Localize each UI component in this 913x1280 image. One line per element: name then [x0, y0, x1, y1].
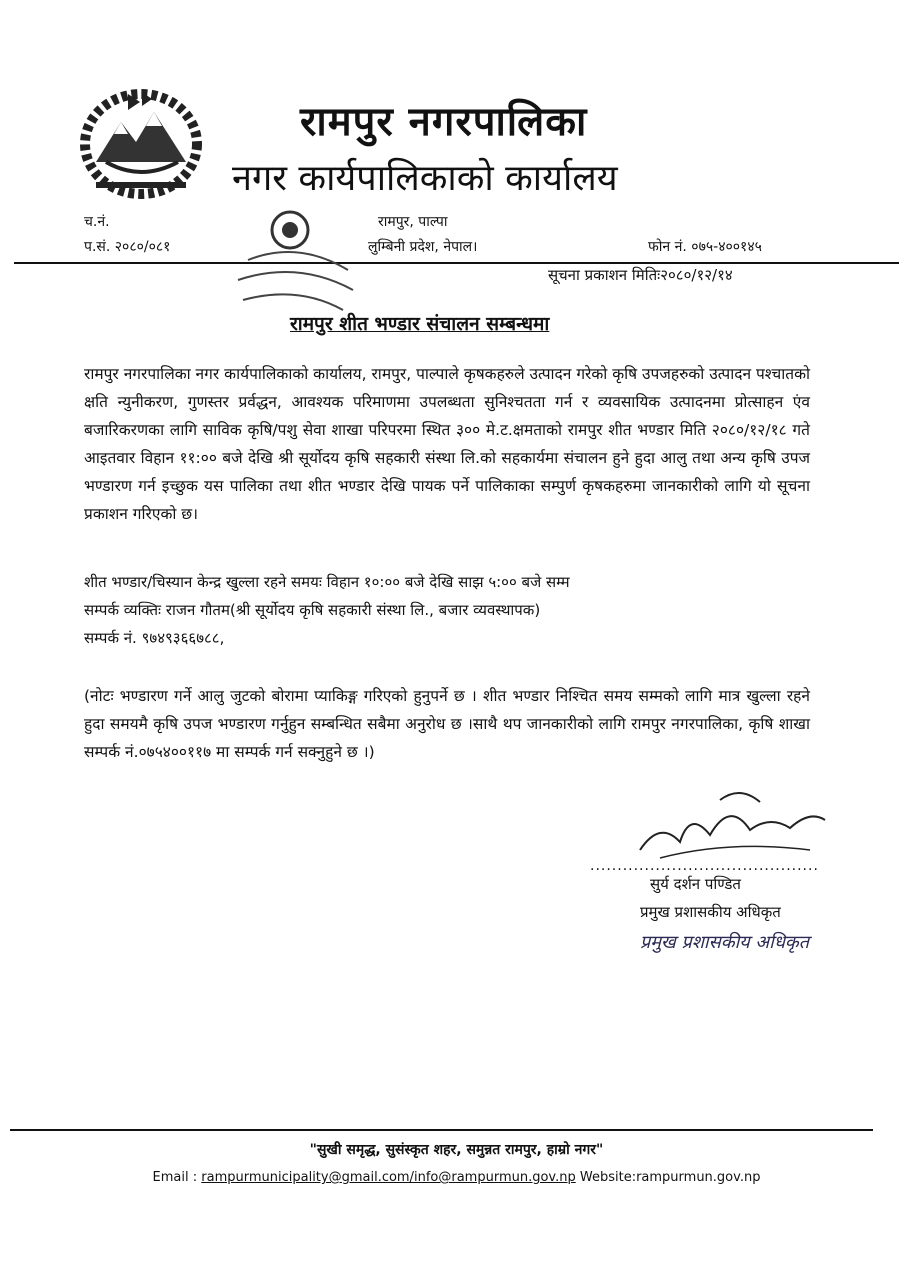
operating-hours: शीत भण्डार/चिस्यान केन्द्र खुल्ला रहने समयः विहान १०:०० बजे देखि साझ ५:०० बजे सम्म	[84, 573, 570, 591]
address-line1: रामपुर, पाल्पा	[378, 214, 448, 230]
notice-note: (नोटः भण्डारण गर्ने आलु जुटको बोरामा प्याकिङ्ग गरिएको हुनुपर्ने छ । शीत भण्डार निश्चित समय सम्मको लागि मात्र खुल्ला रहने हुदा समयमै कृषि उपज भण्डारण गर्नुहुन सम्बन्धित सबैमा अनुरोध छ ।साथै थप जानकारीको लागि रामपुर नगरपालिका, कृषि शाखा सम्पर्क नं.०७५४००११७ मा सम्पर्क गर्न सक्नुहुने छ ।)	[84, 687, 810, 761]
contact-person: सम्पर्क व्यक्तिः राजन गौतम(श्री सूर्योदय कृषि सहकारी संस्था लि., बजार व्यवस्थापक)	[84, 601, 541, 619]
phone-number: फोन नं. ०७५-४००१४५	[648, 239, 762, 255]
office-name: नगर कार्यपालिकाको कार्यालय	[232, 158, 618, 199]
address-line2: लुम्बिनी प्रदेश, नेपाल।	[368, 239, 478, 255]
municipality-name: रामपुर नगरपालिका	[300, 99, 588, 145]
signatory-name: सुर्य दर्शन पण्डित	[650, 875, 741, 893]
signature-line: ..........................................	[590, 858, 819, 874]
header-divider	[14, 262, 899, 264]
signatory-title: प्रमुख प्रशासकीय अधिकृत	[640, 903, 781, 921]
email-label: Email :	[152, 1170, 198, 1185]
email-link[interactable]: rampurmunicipality@gmail.com/info@rampurmun.gov.np	[201, 1170, 576, 1185]
footer-divider	[10, 1129, 873, 1131]
footer-motto: "सुखी समृद्ध, सुसंस्कृत शहर, समुन्नत रामपुर, हाम्रो नगर"	[309, 1142, 604, 1158]
nepal-emblem-icon	[66, 82, 216, 202]
contact-number: सम्पर्क नं. ९७४९३६६७८८,	[84, 629, 225, 647]
ref-pasa: प.सं. २०८०/०८१	[84, 239, 171, 255]
handwritten-signature-icon	[620, 780, 840, 870]
signature-block	[560, 770, 860, 990]
signatory-title-stamp: प्रमुख प्रशासकीय अधिकृत	[640, 932, 809, 953]
notice-date: सूचना प्रकाशन मितिः२०८०/१२/१४	[548, 266, 733, 284]
footer-contact	[0, 1170, 913, 1185]
contact-info	[84, 568, 570, 652]
website-link[interactable]: Website:rampurmun.gov.np	[579, 1170, 761, 1185]
ref-cha: च.नं.	[84, 214, 110, 230]
notice-paragraph: रामपुर नगरपालिका नगर कार्यपालिकाको कार्यालय, रामपुर, पाल्पाले कृषकहरुले उत्पादन गरेको कृषि उपजहरुको उत्पादन पश्चातको क्षति न्युनीकरण, गुणस्तर प्रर्वद्धन, आवश्यक परिमाणमा उपलब्धता सुनिश्चतता गर्न र व्यवसायिक उत्पादनमा प्रोत्साहन एंव बजारिकरणका लागि साविक कृषि/पशु सेवा शाखा परिपरमा स्थित ३०० मे.ट.क्षमताको रामपुर शीत भण्डार मिति २०८०/१२/१८ गते आइतवार विहान ११:०० बजे देखि श्री सूर्योदय कृषि सहकारी संस्था लि.को सहकार्यमा संचालन हुने हुदा आलु तथा अन्य कृषि उपज भण्डारण गर्न इच्छुक यस पालिका तथा शीत भण्डार देखि पायक पर्ने पालिकाका सम्पुर्ण कृषकहरुमा जानकारीको लागि यो सूचना प्रकाशन गरिएको छ।	[84, 365, 810, 523]
notice-subject: रामपुर शीत भण्डार संचालन सम्बन्धमा	[290, 313, 550, 335]
